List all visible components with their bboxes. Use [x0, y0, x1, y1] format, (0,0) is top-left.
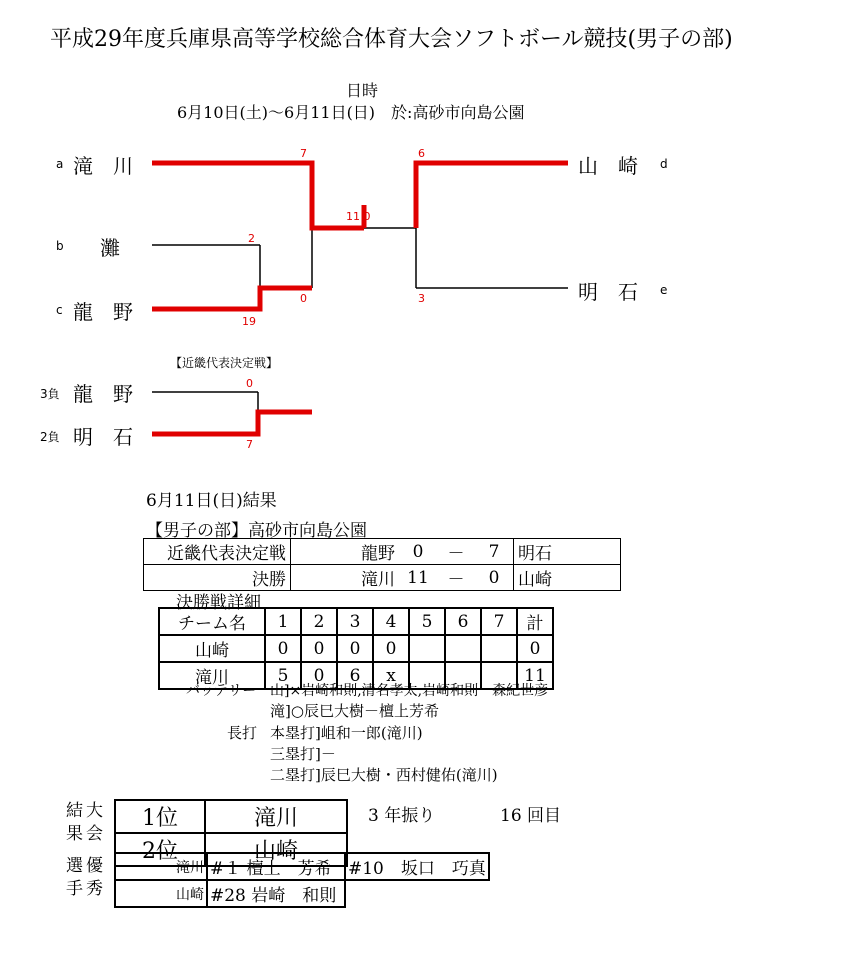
inning-cell: [445, 635, 481, 662]
winner-lines: [152, 163, 568, 434]
home-cell: 龍野: [291, 539, 400, 565]
column-header: 5: [409, 608, 445, 635]
inning-cell: [409, 635, 445, 662]
home-cell: 滝川: [291, 565, 400, 591]
battery-line-2: 滝]○辰巳大樹－檀上芳希: [270, 702, 439, 720]
team-letter-b: b: [56, 239, 64, 253]
mvp-player-cell: [345, 880, 489, 907]
kinki-label: 【近畿代表決定戦】: [170, 356, 279, 370]
round-cell: 近畿代表決定戦: [144, 539, 291, 565]
inning-cell: 0: [301, 635, 337, 662]
final-linescore-table: [158, 607, 554, 690]
bracket-lines: [152, 228, 568, 412]
inning-cell: x: [373, 662, 409, 689]
column-header: 7: [481, 608, 517, 635]
results-table: [143, 538, 621, 591]
score-b-r1: 2: [248, 232, 255, 245]
schedule-label: 日時: [346, 81, 379, 100]
table-row: [144, 539, 621, 565]
round-cell: 決勝: [144, 565, 291, 591]
column-header: 3: [337, 608, 373, 635]
team-name-e: 明 石: [578, 280, 638, 304]
long-hits-label: 長打: [227, 724, 258, 742]
team-name-a: 滝 川: [73, 154, 133, 178]
table-row: [144, 565, 621, 591]
long-hits-line-3: 二塁打]辰巳大樹・西村健佑(滝川): [270, 766, 498, 784]
away-score-cell: 0: [475, 565, 514, 591]
kinki-team-1: 龍 野: [73, 382, 133, 406]
schedule-dates: 6月10日(土)～6月11日(日) 於:高砂市向島公園: [177, 103, 525, 122]
mvp-player-cell: #１ 檀上 芳希: [207, 853, 345, 880]
results-venue-heading: 【男子の部】高砂市向島公園: [146, 521, 367, 541]
team-letter-c: c: [56, 303, 63, 317]
team-cell: 滝川: [159, 662, 265, 689]
column-header: 計: [517, 608, 553, 635]
score-d-r1: 6: [418, 147, 425, 160]
results-date-heading: 6月11日(日)結果: [146, 491, 277, 511]
inning-cell: 0: [337, 635, 373, 662]
total-cell: 0: [517, 635, 553, 662]
table-row: [115, 853, 489, 880]
kinki-seed-2: 2負: [40, 430, 60, 444]
score-c-r1: 19: [242, 315, 256, 328]
team-name-d: 山 崎: [578, 154, 638, 178]
years-note: 3 年振り: [368, 806, 436, 826]
battery-label: バッテリー: [186, 683, 256, 699]
rank-cell: 2位: [115, 833, 205, 866]
team-letter-d: d: [660, 157, 668, 171]
dash-cell: －: [437, 565, 475, 591]
rank-cell: 1位: [115, 800, 205, 833]
table-row: [115, 800, 347, 833]
mvp-team-cell: 滝川: [115, 853, 207, 880]
dash-cell: －: [437, 539, 475, 565]
mvp-label-2: 選手: [66, 856, 83, 899]
score-a-r1: 7: [300, 147, 307, 160]
column-header: 4: [373, 608, 409, 635]
battery-line-1: 山]×岩崎和則,清名孝太,岩崎和則－森紀世彦: [270, 683, 549, 699]
mvp-table: [114, 852, 490, 908]
long-hits-line-1: 本塁打]岨和一郎(滝川): [270, 724, 423, 742]
team-cell: 山崎: [205, 833, 347, 866]
column-header: 2: [301, 608, 337, 635]
table-row: [159, 635, 553, 662]
team-letter-a: a: [56, 157, 64, 171]
mvp-label-1: 優秀: [86, 856, 103, 899]
team-letter-e: e: [660, 283, 668, 297]
long-hits-line-2: 三塁打]－: [270, 745, 336, 763]
team-cell: 山崎: [159, 635, 265, 662]
inning-cell: 5: [265, 662, 301, 689]
column-header: 6: [445, 608, 481, 635]
score-e-r1: 3: [418, 292, 425, 305]
score-final: 11 0: [346, 210, 371, 223]
kinki-score-2: 7: [246, 438, 253, 451]
team-name-b: 灘: [100, 236, 120, 260]
column-header: 1: [265, 608, 301, 635]
score-c-r2: 0: [300, 292, 307, 305]
count-note: 16 回目: [500, 806, 562, 826]
table-header-row: [159, 608, 553, 635]
home-score-cell: 11: [399, 565, 437, 591]
inning-cell: 0: [301, 662, 337, 689]
mvp-player-cell: #10 坂口 巧真: [345, 853, 489, 880]
inning-cell: 0: [373, 635, 409, 662]
table-row: [115, 880, 489, 907]
away-cell: 明石: [514, 539, 621, 565]
inning-cell: 6: [337, 662, 373, 689]
column-header: チーム名: [159, 608, 265, 635]
away-cell: 山崎: [514, 565, 621, 591]
final-detail-heading: 決勝戦詳細: [176, 593, 261, 613]
kinki-score-1: 0: [246, 377, 253, 390]
total-cell: 11: [517, 662, 553, 689]
inning-cell: [481, 635, 517, 662]
kinki-seed-1: 3負: [40, 387, 60, 401]
team-name-c: 龍 野: [73, 300, 133, 324]
home-score-cell: 0: [399, 539, 437, 565]
page-title: 平成29年度兵庫県高等学校総合体育大会ソフトボール競技(男子の部): [50, 27, 733, 52]
team-cell: 滝川: [205, 800, 347, 833]
mvp-team-cell: 山崎: [115, 880, 207, 907]
kinki-team-2: 明 石: [73, 425, 133, 449]
away-score-cell: 7: [475, 539, 514, 565]
taikai-label: 大会: [86, 801, 103, 844]
inning-cell: 0: [265, 635, 301, 662]
mvp-player-cell: #28 岩崎 和則: [207, 880, 345, 907]
kekka-label: 結果: [66, 801, 83, 844]
